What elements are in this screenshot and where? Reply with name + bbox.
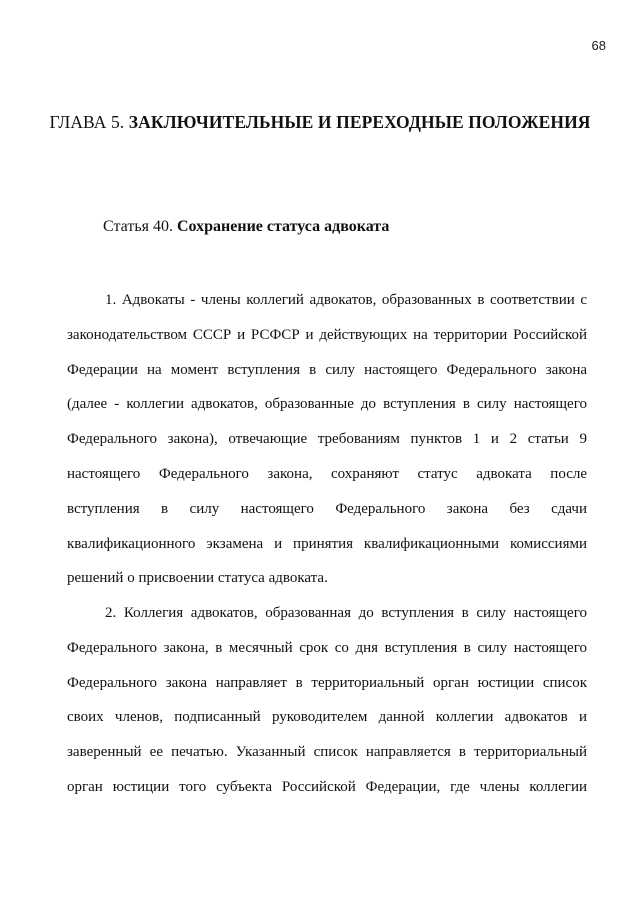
article-heading	[103, 218, 389, 236]
text-line: своих членов, подписанный руководителем данной коллегии адвокатов и	[67, 709, 587, 726]
text-line: (далее - коллегии адвокатов, образованные до вступления в силу настоящего	[67, 396, 587, 413]
text-line: Федерации на момент вступления в силу настоящего Федерального закона	[67, 361, 587, 378]
text-line: 1. Адвокаты - члены коллегий адвокатов, образованных в соответствии с	[105, 292, 587, 308]
page-number: 68	[591, 38, 606, 53]
article-title: Сохранение статуса адвоката	[176, 218, 390, 235]
text-line: орган юстиции того субъекта Российской Федерации, где члены коллегии	[67, 778, 587, 795]
text-line: 2. Коллегия адвокатов, образованная до вступления в силу настоящего	[105, 605, 587, 621]
text-line: законодательством СССР и РСФСР и действующих на территории Российской	[67, 326, 587, 343]
text-line: заверенный ее печатью. Указанный список направляется в территориальный	[67, 744, 587, 761]
text-line: вступления в силу настоящего Федерального закона без сдачи	[67, 500, 587, 517]
text-line: Федерального закона направляет в территориальный орган юстиции список	[67, 674, 587, 691]
paragraph-1	[67, 283, 587, 596]
chapter-title: ЗАКЛЮЧИТЕЛЬНЫЕ И ПЕРЕХОДНЫЕ ПОЛОЖЕНИЯ	[128, 112, 591, 132]
text-line: Федерального закона, в месячный срок со дня вступления в силу настоящего	[67, 639, 587, 656]
paragraph-2	[67, 596, 587, 805]
chapter-prefix: ГЛАВА 5.	[49, 112, 129, 132]
article-prefix: Статья 40.	[103, 218, 177, 235]
chapter-heading	[0, 112, 640, 133]
text-line: настоящего Федерального закона, сохраняют статус адвоката после	[67, 465, 587, 482]
text-line: Федерального закона), отвечающие требованиям пунктов 1 и 2 статьи 9	[67, 431, 587, 448]
text-line: решений о присвоении статуса адвоката.	[67, 570, 328, 587]
text-line: квалификационного экзамена и принятия квалификационными комиссиями	[67, 535, 587, 552]
